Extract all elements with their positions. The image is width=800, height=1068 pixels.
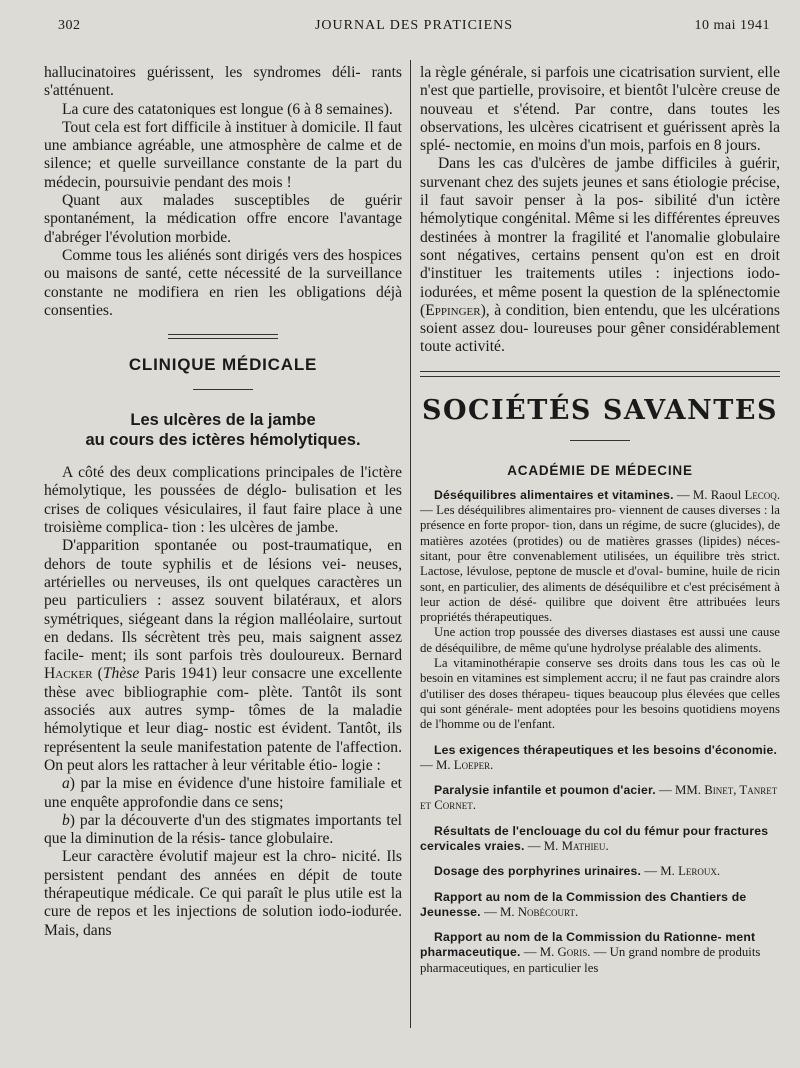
paragraph: Quant aux malades susceptibles de guérir spontanément, la médication offre encore l'avantage d'abréger l'évolution morbide. — [44, 192, 402, 246]
author-name: Nobécourt — [517, 904, 575, 919]
paragraph: hallucinatoires guérissent, les syndromes déli- rants s'atténuent. — [44, 64, 402, 100]
column-rule — [410, 60, 411, 1028]
academy-heading: ACADÉMIE DE MÉDECINE — [507, 462, 693, 478]
title-separator — [570, 440, 630, 441]
text-run: . — Les déséquilibres alimentaires pro- viennent de causes diverses : la présence en forte propor- tion, dans un régime, de sucre (glucides), de matières azotées (protides) ou de matières grasses (lipides) néces- sitant, pour être convenablement utilisées, un équilibre très strict. Lactose, lévulose, peptone de muscle et d'oval- bumine, huile de ricin sont, en particulier, des aliments de déséquilibre et c'est précisément à leur action de désé- quilibre que doivent être attribuées leurs propriétés thérapeutiques. — [420, 487, 781, 625]
article-paragraph: la règle générale, si parfois une cicatrisation survient, elle n'est que partielle, provisoire, et bientôt l'ulcère creuse de nouveau et s'étend. Par contre, dans toutes les observations, les ulcères cicatrisent et guérissent après la splé- nectomie, en moins d'un mois, parfois en 8 jours. — [420, 64, 780, 155]
entry: Dosage des porphyrines urinaires. — M. Leroux. — [434, 864, 721, 879]
entry: Résultats de l'enclouage du col du fémur pour fractures cervicales vraies. — M. Mathieu. — [420, 823, 769, 853]
article-paragraph: A côté des deux complications principales de l'ictère hémolytique, les poussées de déglo- bulisation et les crises de coliques vésiculaires, il faut faire place à une troisième complica- tion : les ulcères de jambe. — [44, 464, 402, 537]
text-run: — M. — [483, 904, 515, 919]
entry: Paralysie infantile et poumon d'acier. — MM. Binet, Tanret et Cornet. — [420, 783, 778, 813]
entry-title: Rapport au nom de la Commission des Chantiers de Jeunesse. — [420, 889, 747, 919]
page-number: 302 — [58, 18, 81, 33]
article-title — [44, 410, 402, 450]
section-title: SOCIÉTÉS SAVANTES — [422, 394, 778, 426]
author-name: Goris — [557, 945, 588, 960]
author-name: Binet, Tanret et Cornet — [420, 783, 778, 813]
text-run: Dans les cas d'ulcères de jambe difficiles à guérir, survenant chez des sujets jeunes et sans étiologie précise, il faut savoir penser à la pos- sibilité d'un ictère hémolytique congénital. Même si les différentes épreuves destinées à montrer la fragilité et l'anomalie globulaire sont négatives, certains pensent qu'on est en droit d'instituer les traitements utiles : injections iodo-iodurées, et même posent la question de la splénectomie ( — [420, 155, 780, 319]
text-run: ) par la découverte d'un des stigmates importants tel que la diminution de la résis- tance globulaire. — [44, 811, 402, 848]
article-paragraph — [420, 155, 780, 356]
entry: Rapport au nom de la Commission des Chantiers de Jeunesse. — M. Nobécourt. — [420, 889, 747, 919]
text-run: D'apparition spontanée ou post-traumatique, en dehors de toute syphilis et de lésions vei- neuses, artérielles ou nerveuses, ils ont quelques caractères un peu particuliers : assez souvent bilatéraux, et alors symétriques, siégeant dans la région malléolaire, surtout en dedans. Ils sécrètent très peu, mais saignent assez facile- ment; ils sont parfois très douloureux. Bernard — [44, 537, 402, 665]
paragraph: La cure des catatoniques est longue (6 à 8 semaines). — [62, 100, 393, 118]
author-name: Leroux — [678, 864, 717, 879]
list-marker: b — [62, 811, 70, 829]
entry-title: Dosage des porphyrines urinaires. — [434, 864, 642, 879]
text-run: — MM. — [659, 783, 701, 798]
article-paragraph: D'apparition spontanée ou post-traumatique, en dehors de toute syphilis et de lésions vei- neuses, artérielles ou nerveuses, ils ont quelques caractères un peu particuliers : assez souvent bilatéraux, et alors symétriques, siégeant dans la région malléolaire, surtout en dedans. Ils sécrètent très peu, mais saignent assez facile- ment; ils sont parfois très douloureux. Bernard Hacker (Thèse Paris 1941) leur consacre une excellente thèse avec bibliographie com- plète. Tantôt ils sont associés aux autres symp- tômes de la maladie hémolytique et leur diag- nostic est évident. Tantôt, ils représentent la seule manifestation patente de l'affection. On peut alors les rattacher à leur véritable étio- logie : — [44, 537, 403, 774]
article-title-line: Les ulcères de la jambe — [130, 411, 316, 430]
text-run: — M. — [523, 945, 555, 960]
right-column — [420, 64, 780, 976]
entry: Les exigences thérapeutiques et les besoins d'économie. — M. Loeper. — [420, 742, 778, 772]
entry-paragraph: La vitaminothérapie conserve ses droits dans tous les cas où le besoin en vitamines est simplement accru; il ne faut pas craindre alors d'utiliser des doses thérapeu- tiques beaucoup plus élevées que celles qui sont générale- ment adoptées pour les besoins quotidiens moyens de l'homme ou de l'enfant. — [420, 656, 780, 732]
journal-title: JOURNAL DES PRATICIENS — [314, 18, 514, 33]
text-run: — M. Raoul — [676, 487, 742, 502]
list-marker: a — [62, 775, 70, 793]
running-header — [58, 18, 770, 40]
author-name: Eppinger — [425, 301, 481, 319]
paragraph: Comme tous les aliénés sont dirigés vers des hospices ou maisons de santé, cette nécessité de la surveillance constante ne modifiera en rien les obligations déjà consenties. — [44, 246, 402, 319]
entry — [420, 930, 780, 976]
left-column — [44, 64, 402, 940]
author-name: Hacker — [44, 665, 93, 683]
author-name: Loeper — [453, 757, 491, 772]
list-item — [44, 775, 402, 812]
text-run: — M. — [420, 757, 451, 772]
issue-date: 10 mai 1941 — [694, 18, 770, 33]
text-run: Paris 1941) leur consacre une excellente thèse avec bibliographie com- plète. Tantôt ils sont associés aux autres symp- tômes de la maladie hémolytique et leur diag- nostic est évident. Tantôt, ils représentent la seule manifestation patente de l'affection. On peut alors les rattacher à leur véritable étio- logie : — [44, 665, 403, 774]
entry — [420, 488, 780, 626]
text-run: — M. — [644, 864, 675, 879]
section-separator — [420, 371, 780, 377]
entry-title: Déséquilibres alimentaires et vitamines. — [434, 487, 674, 502]
entry-title: Paralysie infantile et poumon d'acier. — [434, 783, 656, 798]
article-title-line: au cours des ictères hémolytiques. — [85, 431, 361, 450]
text-run: — M. — [527, 838, 559, 853]
section-title: CLINIQUE MÉDICALE — [128, 355, 318, 375]
paragraph: Tout cela est fort difficile à instituer à domicile. Il faut une ambiance agréable, une atmosphère de calme et de silence; et quelle surveillance constante de la part du médecin, poursuivie pendant des mois ! — [44, 118, 402, 191]
text-run: ) par la mise en évidence d'une histoire familiale et une enquête approfondie dans ce sens; — [44, 775, 402, 811]
title-separator — [193, 389, 253, 390]
thesis-italic: Thèse — [102, 665, 140, 683]
entry-title: Rapport au nom de la Commission du Rationne- ment pharmaceutique. — [420, 930, 756, 960]
entry-paragraph: Une action trop poussée des diverses diastases est aussi une cause de déséquilibre, de même qu'une hydrolyse préalable des aliments. — [420, 625, 780, 655]
entry-title: Les exigences thérapeutiques et les besoins d'économie. — [434, 742, 778, 757]
text-run: . — Un grand nombre de produits pharmaceutiques, en particulier les — [420, 945, 761, 975]
article-paragraph: Leur caractère évolutif majeur est la chro- nicité. Ils persistent pendant des années en dépit de toute thérapeutique médicale. Ce qui paraît le plus utile est la cure de repos et les injections de solution iodo-iodurée. Mais, dans — [44, 848, 402, 939]
author-name: Mathieu — [561, 838, 606, 853]
section-separator — [168, 334, 278, 339]
entry-title: Résultats de l'enclouage du col du fémur pour fractures cervicales vraies. — [420, 823, 769, 853]
list-item — [44, 812, 402, 849]
text-run: ), à condition, bien entendu, que les ulcérations soient assez dou- loureuses pour gêner considérablement toute activité. — [420, 301, 780, 356]
author-name: Lecoq — [744, 487, 777, 502]
